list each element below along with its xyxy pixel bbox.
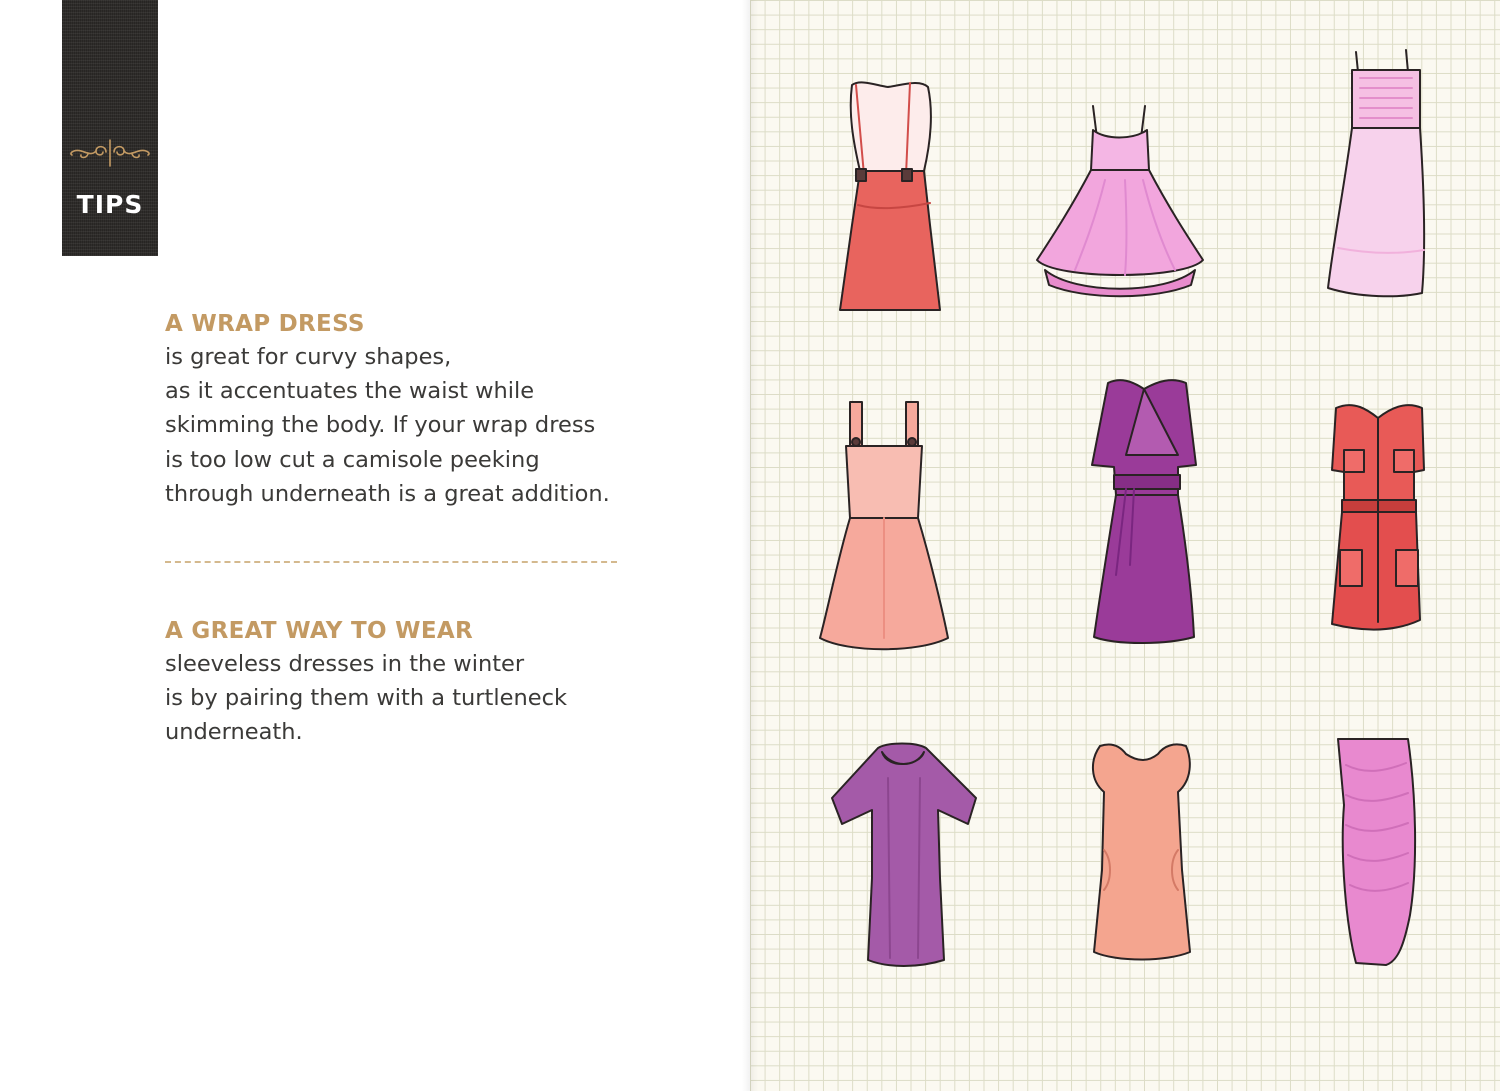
dashed-divider	[165, 561, 617, 563]
tip-line: is too low cut a camisole peeking	[165, 446, 540, 473]
tips-tab	[62, 0, 158, 256]
tips-label: TIPS	[76, 190, 144, 219]
cowl-neck-dress-illustration	[828, 738, 982, 968]
strapless-tube-dress-illustration	[1336, 735, 1418, 967]
grid-paper-page	[750, 0, 1500, 1091]
babydoll-dress-illustration	[1035, 100, 1205, 300]
page-fold	[742, 0, 758, 1091]
tip-line: underneath.	[165, 719, 303, 746]
tip-line: is great for curvy shapes,	[165, 344, 452, 370]
smocked-sundress-illustration	[1320, 48, 1440, 300]
tip-wrap-dress	[165, 308, 685, 511]
tip-sleeveless-winter	[165, 615, 685, 750]
flutter-sleeve-dress-illustration	[1086, 740, 1196, 962]
tip-line: as it accentuates the waist while	[165, 378, 535, 405]
tip-heading: A GREAT WAY TO WEAR	[165, 618, 473, 644]
tip-heading: A WRAP DRESS	[165, 311, 365, 337]
flourish-ornament-icon	[66, 138, 154, 168]
tip-line: through underneath is a great addition.	[165, 480, 610, 507]
suspender-skirt-illustration	[830, 75, 950, 320]
tip-line: sleeveless dresses in the winter	[165, 651, 525, 677]
shirt-dress-illustration	[1324, 400, 1434, 632]
tip-line: skimming the body. If your wrap dress	[165, 412, 596, 439]
tip-line: is by pairing them with a turtleneck	[165, 685, 567, 712]
pinafore-dress-illustration	[818, 398, 950, 653]
wrap-dress-illustration	[1086, 375, 1206, 647]
